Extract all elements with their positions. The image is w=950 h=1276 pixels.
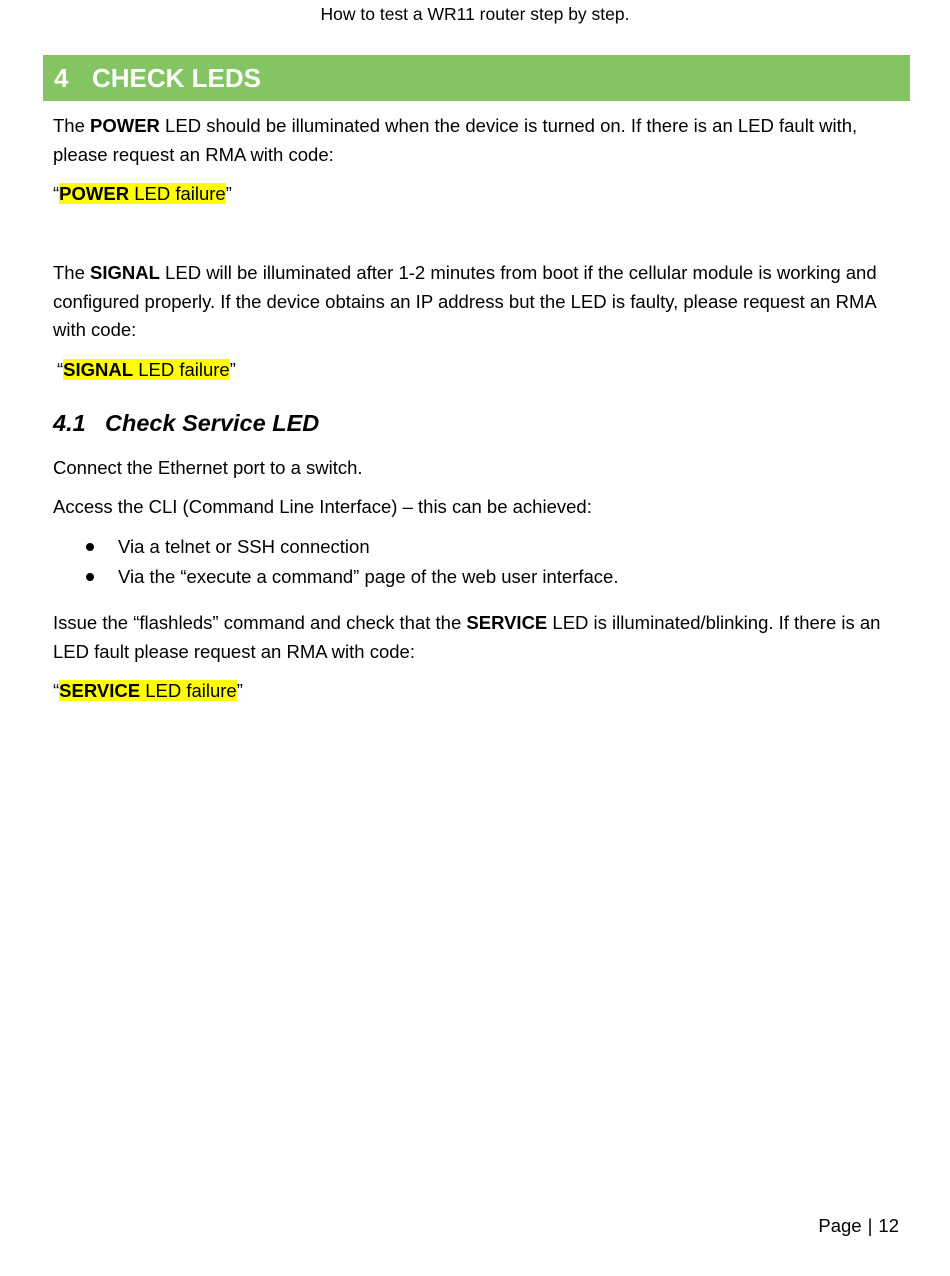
list-item (0, 533, 950, 563)
power-keyword: POWER (90, 115, 160, 136)
section-number: 4 (54, 63, 69, 93)
page-number: 12 (878, 1215, 899, 1236)
section-title: CHECK LEDS (92, 63, 262, 93)
power-code-keyword: POWER (59, 183, 130, 204)
list-item-text: Via a telnet or SSH connection (118, 536, 370, 557)
page-header: How to test a WR11 router step by step. (320, 4, 630, 24)
service-code-highlight (59, 680, 237, 701)
page-separator: | (867, 1215, 873, 1236)
connect-instruction: Connect the Ethernet port to a switch. (53, 457, 363, 478)
page-label: Page (818, 1215, 862, 1236)
list-item-text: Via the “execute a command” page of the web user interface. (118, 566, 619, 587)
section-heading (43, 55, 910, 101)
page-footer (818, 1212, 899, 1240)
signal-text-pre: The (53, 262, 91, 283)
service-paragraph (53, 609, 898, 666)
quote-open: “ (57, 359, 64, 380)
service-text-pre: Issue the “flashleds” command and check that the (53, 612, 467, 633)
signal-code-keyword: SIGNAL (63, 359, 134, 380)
bullet-icon (86, 573, 94, 581)
quote-open: “ (53, 680, 60, 701)
quote-open: “ (53, 183, 60, 204)
quote-close: ” (229, 359, 236, 380)
service-code-text: LED failure (140, 680, 237, 701)
access-instruction: Access the CLI (Command Line Interface) – this can be achieved: (53, 496, 592, 517)
service-text-post: LED is illuminated/blinking. If there is an LED fault please request an RMA with code: (53, 612, 881, 662)
signal-keyword: SIGNAL (90, 262, 160, 283)
power-text-post: LED should be illuminated when the device is turned on. If there is an LED fault with, please request an RMA with code: (53, 115, 858, 165)
service-rma-code (53, 677, 898, 706)
quote-close: ” (236, 680, 243, 701)
signal-code-text: LED failure (133, 359, 230, 380)
bullet-icon (86, 543, 94, 551)
list-item (0, 563, 950, 593)
power-code-highlight (59, 183, 226, 204)
subsection-title: Check Service LED (105, 410, 320, 436)
signal-paragraph (53, 259, 898, 345)
subsection-number: 4.1 (53, 410, 86, 436)
power-rma-code (53, 180, 898, 209)
power-paragraph (53, 112, 898, 169)
power-code-text: LED failure (129, 183, 226, 204)
service-keyword: SERVICE (466, 612, 548, 633)
access-methods-list (0, 533, 950, 593)
signal-code-highlight (63, 359, 230, 380)
service-code-keyword: SERVICE (59, 680, 141, 701)
subsection-heading (53, 406, 319, 440)
signal-text-post: LED will be illuminated after 1-2 minutes from boot if the cellular module is working and configured properly. If the device obtains an IP address but the LED is faulty, please request an RMA with code: (53, 262, 877, 340)
power-text-pre: The (53, 115, 91, 136)
quote-close: ” (225, 183, 232, 204)
signal-rma-code (53, 356, 902, 385)
